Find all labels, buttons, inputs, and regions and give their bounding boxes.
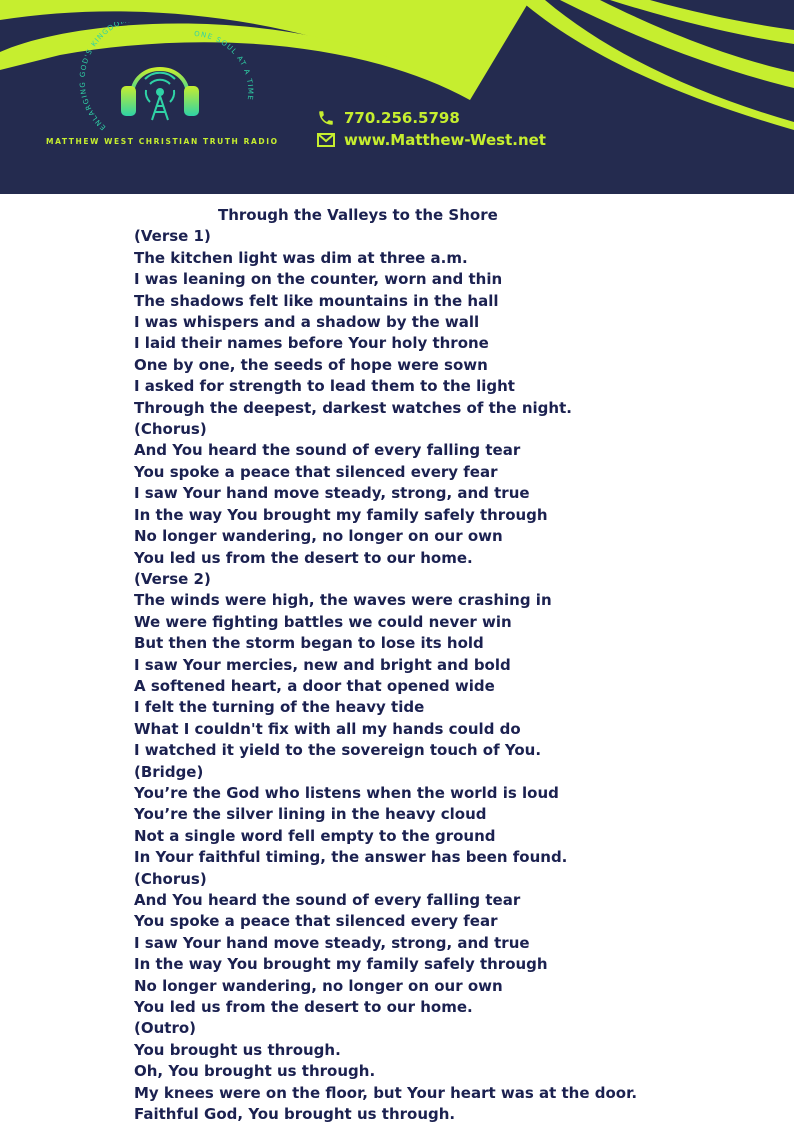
lyric-line: You brought us through. bbox=[134, 1040, 341, 1059]
website-link[interactable]: www.Matthew-West.net bbox=[344, 131, 546, 149]
lyric-line: You led us from the desert to our home. bbox=[134, 998, 473, 1017]
lyric-line: We were fighting battles we could never win bbox=[134, 612, 512, 631]
lyric-line: I saw Your mercies, new and bright and bold bbox=[134, 655, 511, 674]
lyric-line: (Bridge) bbox=[134, 762, 204, 781]
logo-emblem bbox=[46, 22, 278, 137]
lyric-line: The shadows felt like mountains in the hall bbox=[134, 291, 499, 310]
lyric-line: (Verse 2) bbox=[134, 569, 211, 588]
lyric-line: I asked for strength to lead them to the light bbox=[134, 377, 515, 396]
song-title: Through the Valleys to the Shore bbox=[218, 206, 498, 224]
lyric-line: I saw Your hand move steady, strong, and true bbox=[134, 484, 530, 503]
lyric-line: Faithful God, You brought us through. bbox=[134, 1105, 456, 1124]
lyric-line: No longer wandering, no longer on our own bbox=[134, 976, 503, 995]
lyric-line: In the way You brought my family safely through bbox=[134, 505, 548, 524]
lyric-line: What I couldn't fix with all my hands could do bbox=[134, 719, 521, 738]
lyric-line: I laid their names before Your holy throne bbox=[134, 334, 489, 353]
station-name: MATTHEW WEST CHRISTIAN TRUTH RADIO bbox=[46, 137, 279, 146]
lyric-line: I was whispers and a shadow by the wall bbox=[134, 313, 480, 332]
lyric-line: (Verse 1) bbox=[134, 227, 211, 246]
logo-arc-left-text: ENLARGING GOD'S KINGDO bbox=[78, 22, 123, 132]
website-row bbox=[316, 129, 546, 151]
envelope-icon bbox=[316, 131, 336, 149]
lyric-line: The kitchen light was dim at three a.m. bbox=[134, 248, 468, 267]
phone-number[interactable]: 770.256.5798 bbox=[344, 109, 460, 127]
lyric-line: Oh, You brought us through. bbox=[134, 1062, 376, 1081]
lyric-line: A softened heart, a door that opened wide bbox=[134, 676, 495, 695]
lyric-line: You spoke a peace that silenced every fear bbox=[134, 462, 498, 481]
phone-row bbox=[316, 107, 546, 129]
phone-icon bbox=[316, 109, 336, 127]
lyric-line: (Chorus) bbox=[134, 869, 207, 888]
page-header bbox=[0, 0, 794, 194]
logo-arc-right-text: ONE SOUL AT A TIME bbox=[193, 29, 255, 102]
lyric-line: But then the storm began to lose its hold bbox=[134, 634, 484, 653]
contact-info bbox=[316, 107, 546, 151]
lyric-line: My knees were on the floor, but Your heart was at the door. bbox=[134, 1083, 638, 1102]
lyric-line: Through the deepest, darkest watches of the night. bbox=[134, 398, 572, 417]
lyric-line: You’re the silver lining in the heavy cloud bbox=[134, 805, 487, 824]
lyric-line: You led us from the desert to our home. bbox=[134, 548, 473, 567]
lyric-line: I watched it yield to the sovereign touch of You. bbox=[134, 741, 542, 760]
lyric-line: No longer wandering, no longer on our own bbox=[134, 527, 503, 546]
lyric-line: One by one, the seeds of hope were sown bbox=[134, 355, 488, 374]
lyric-line: You’re the God who listens when the world is loud bbox=[134, 783, 559, 802]
station-logo bbox=[46, 22, 278, 152]
lyric-line: I saw Your hand move steady, strong, and true bbox=[134, 933, 530, 952]
lyric-line: You spoke a peace that silenced every fear bbox=[134, 912, 498, 931]
svg-text:ONE SOUL AT A TIME bbox=[194, 30, 255, 101]
lyric-line: The winds were high, the waves were crashing in bbox=[134, 591, 552, 610]
lyric-line: In the way You brought my family safely through bbox=[134, 955, 548, 974]
lyric-line: (Outro) bbox=[134, 1019, 197, 1038]
lyric-line: I was leaning on the counter, worn and thin bbox=[134, 270, 503, 289]
song-lyrics bbox=[134, 205, 774, 1125]
lyric-line: And You heard the sound of every falling tear bbox=[134, 891, 521, 909]
lyric-line: And You heard the sound of every falling tear bbox=[134, 441, 521, 460]
lyric-line: (Chorus) bbox=[134, 420, 207, 439]
lyric-line: In Your faithful timing, the answer has been found. bbox=[134, 848, 568, 867]
lyric-line: Not a single word fell empty to the ground bbox=[134, 826, 496, 845]
lyric-line: I felt the turning of the heavy tide bbox=[134, 698, 425, 717]
